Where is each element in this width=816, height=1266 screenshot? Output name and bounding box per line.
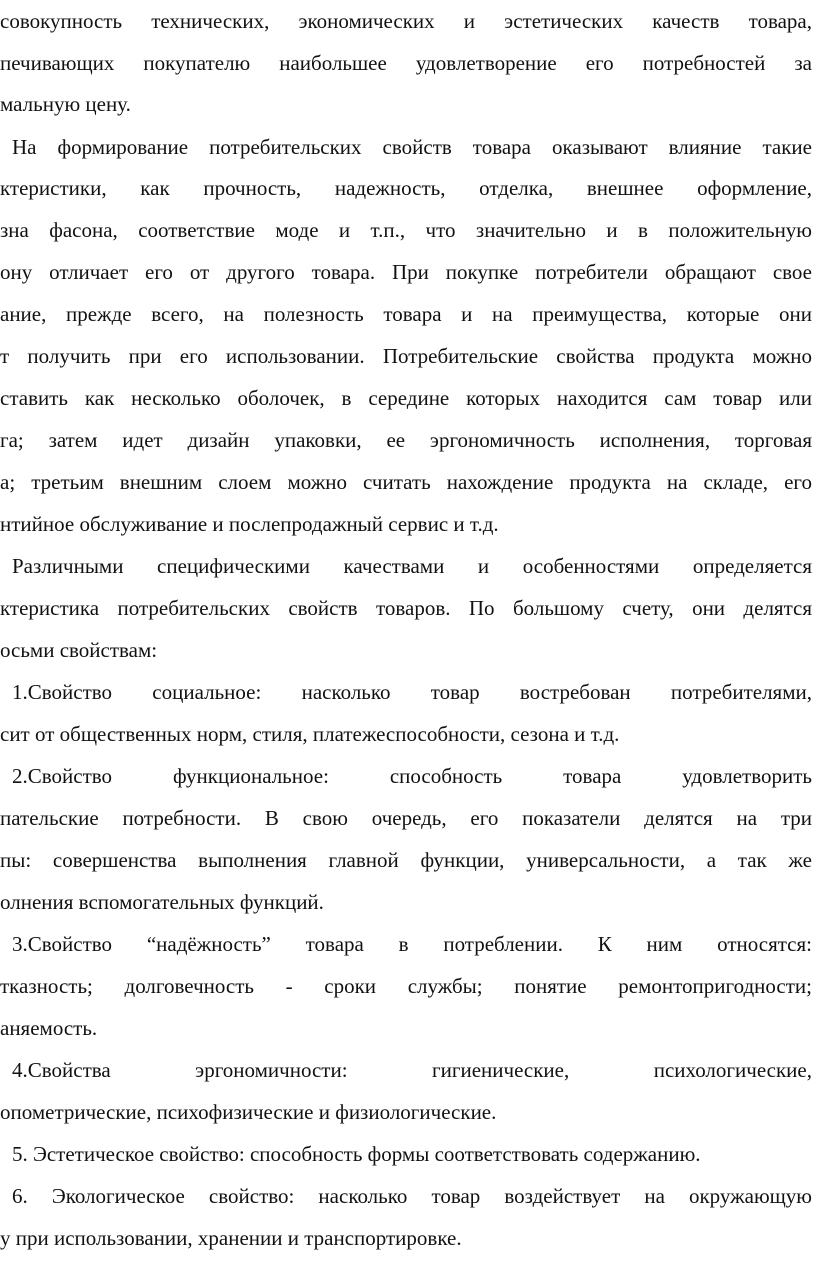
text-line: пательские потребности. В свою очередь, его показатели делятся на три (0, 806, 812, 830)
text-line: На формирование потребительских свойств товара оказывают влияние такие (12, 135, 812, 159)
text-line: Различными специфическими качествами и особенностями определяется (12, 554, 812, 578)
text-line: аняемость. (0, 1016, 98, 1040)
text-line: олнения вспомогательных функций. (0, 890, 324, 914)
text-line: ание, прежде всего, на полезность товара и на преимущества, которые они (0, 302, 812, 326)
text-line: а; третьим внешним слоем можно считать нахождение продукта на складе, его (0, 470, 812, 494)
text-line: осьми свойствам: (0, 638, 158, 662)
text-line: 5. Эстетическое свойство: способность формы соответствовать содержанию. (12, 1142, 701, 1166)
text-line: 2.Свойство функциональное: способность товара удовлетворить (12, 764, 812, 788)
text-line: т получить при его использовании. Потребительские свойства продукта можно (0, 344, 812, 368)
text-line: нтийное обслуживание и послепродажный сервис и т.д. (0, 512, 499, 536)
text-line: сит от общественных норм, стиля, платежеспособности, сезона и т.д. (0, 722, 620, 746)
text-line: 4.Свойства эргономичности: гигиенические, психологические, (12, 1058, 812, 1082)
text-line: 3.Свойство “надёжность” товара в потреблении. К ним относятся: (12, 932, 812, 956)
text-line: совокупность технических, экономических и эстетических качеств товара, (0, 9, 812, 33)
text-line: печивающих покупателю наибольшее удовлетворение его потребностей за (0, 51, 812, 75)
text-line: пы: совершенства выполнения главной функции, универсальности, а так же (0, 848, 812, 872)
text-line: ону отличает его от другого товара. При покупке потребители обращают свое (0, 260, 812, 284)
text-line: опометрические, психофизические и физиологические. (0, 1100, 497, 1124)
text-line: ставить как несколько оболочек, в середине которых находится сам товар или (0, 386, 812, 410)
text-line: ктеристика потребительских свойств товаров. По большому счету, они делятся (0, 596, 812, 620)
text-line: 1.Свойство социальное: насколько товар востребован потребителями, (12, 680, 812, 704)
text-line: га; затем идет дизайн упаковки, ее эргономичность исполнения, торговая (0, 428, 812, 452)
text-line: мальную цену. (0, 92, 131, 116)
text-line: тказность; долговечность - сроки службы; понятие ремонтопригодности; (0, 974, 812, 998)
text-line: 6. Экологическое свойство: насколько товар воздействует на окружающую (12, 1184, 812, 1208)
text-line: зна фасона, соответствие моде и т.п., что значительно и в положительную (0, 218, 812, 242)
text-line: ктеристики, как прочность, надежность, отделка, внешнее оформление, (0, 176, 812, 200)
text-line: у при использовании, хранении и транспортировке. (0, 1226, 462, 1250)
